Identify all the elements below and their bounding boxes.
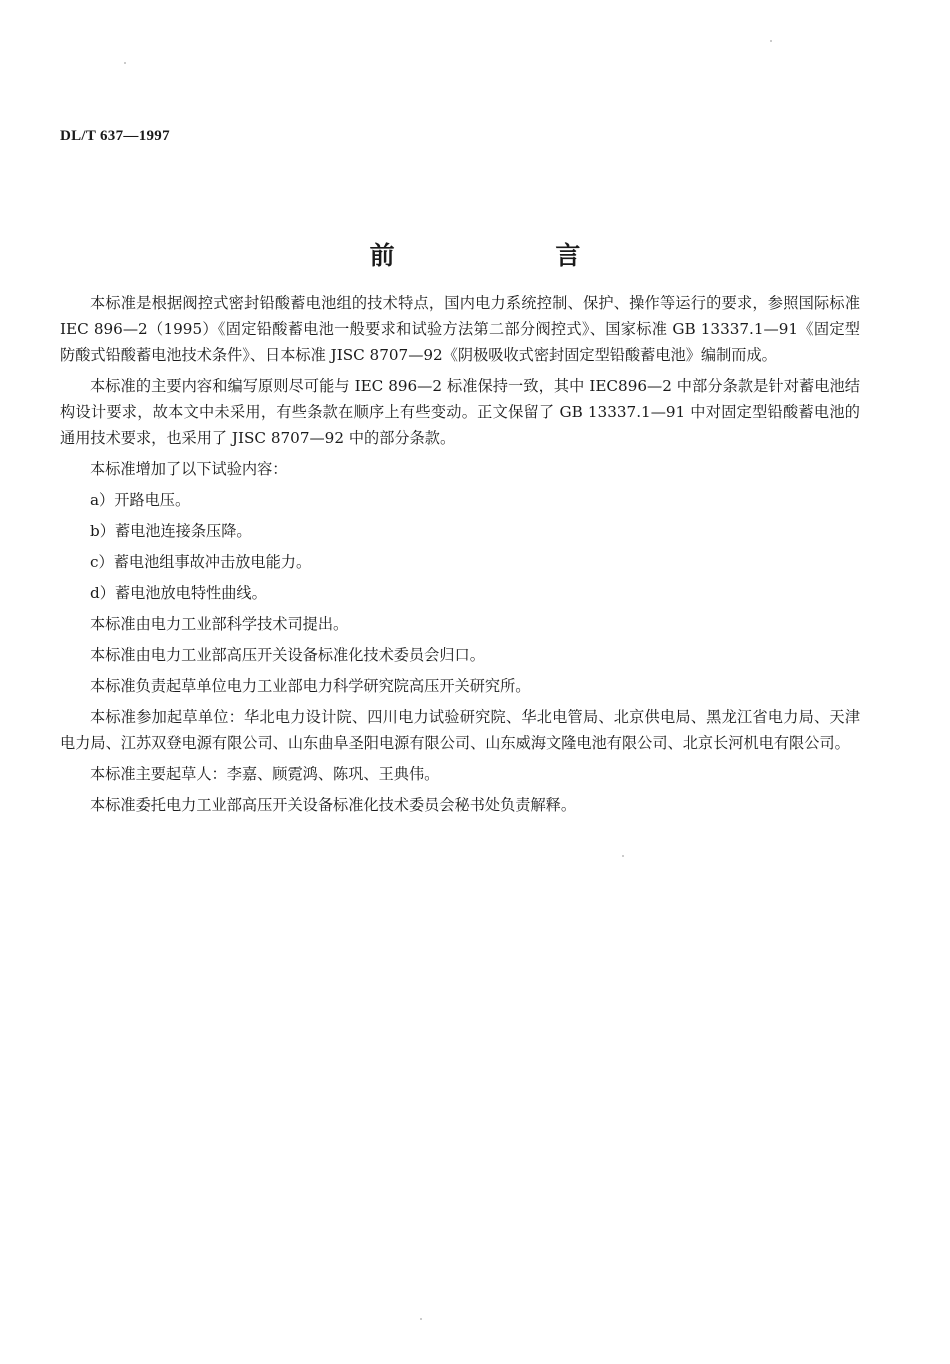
- paragraph: 本标准主要起草人：李嘉、顾霓鸿、陈巩、王典伟。: [90, 765, 440, 783]
- paragraph: 本标准的主要内容和编写原则尽可能与 IEC 896—2 标准保持一致，其中 IEC896—2 中部分条款是针对蓄电池结构设计要求，故本文中未采用，有些条款在顺序上有些变动。正文保留了 GB 13337.1—91 中对固定型铅酸蓄电池的通用技术要求，也采用了 JISC 8707—92 中的部分条款。: [60, 377, 860, 447]
- paragraph: 本标准委托电力工业部高压开关设备标准化技术委员会秘书处负责解释。: [90, 796, 576, 814]
- scan-speck: [124, 62, 126, 64]
- list-item: b）蓄电池连接条压降。: [90, 522, 252, 540]
- paragraph: 本标准负责起草单位电力工业部电力科学研究院高压开关研究所。: [90, 677, 531, 695]
- paragraph: 本标准参加起草单位：华北电力设计院、四川电力试验研究院、华北电管局、北京供电局、黑龙江省电力局、天津电力局、江苏双登电源有限公司、山东曲阜圣阳电源有限公司、山东威海文隆电池有限公司、北京长河机电有限公司。: [60, 708, 860, 752]
- list-item: c）蓄电池组事故冲击放电能力。: [90, 553, 312, 571]
- paragraph: 本标准由电力工业部科学技术司提出。: [90, 615, 349, 633]
- list-item: a）开路电压。: [90, 491, 191, 509]
- page-title: 前 言: [369, 241, 657, 270]
- paragraph: 本标准是根据阀控式密封铅酸蓄电池组的技术特点，国内电力系统控制、保护、操作等运行的要求，参照国际标准 IEC 896—2（1995）《固定铅酸蓄电池一般要求和试验方法第二部分阀控式》、国家标准 GB 13337.1—91《固定型防酸式铅酸蓄电池技术条件》、日本标准 JISC 8707—92《阴极吸收式密封固定型铅酸蓄电池》编制而成。: [60, 294, 860, 364]
- paragraph: 本标准增加了以下试验内容：: [90, 460, 288, 478]
- scan-speck: [420, 1318, 422, 1320]
- document-body: [60, 290, 860, 823]
- paragraph: 本标准由电力工业部高压开关设备标准化技术委员会归口。: [90, 646, 485, 664]
- list-item: d）蓄电池放电特性曲线。: [90, 584, 267, 602]
- scan-speck: [770, 40, 772, 42]
- document-code: DL/T 637—1997: [60, 128, 170, 144]
- scan-speck: [622, 855, 624, 857]
